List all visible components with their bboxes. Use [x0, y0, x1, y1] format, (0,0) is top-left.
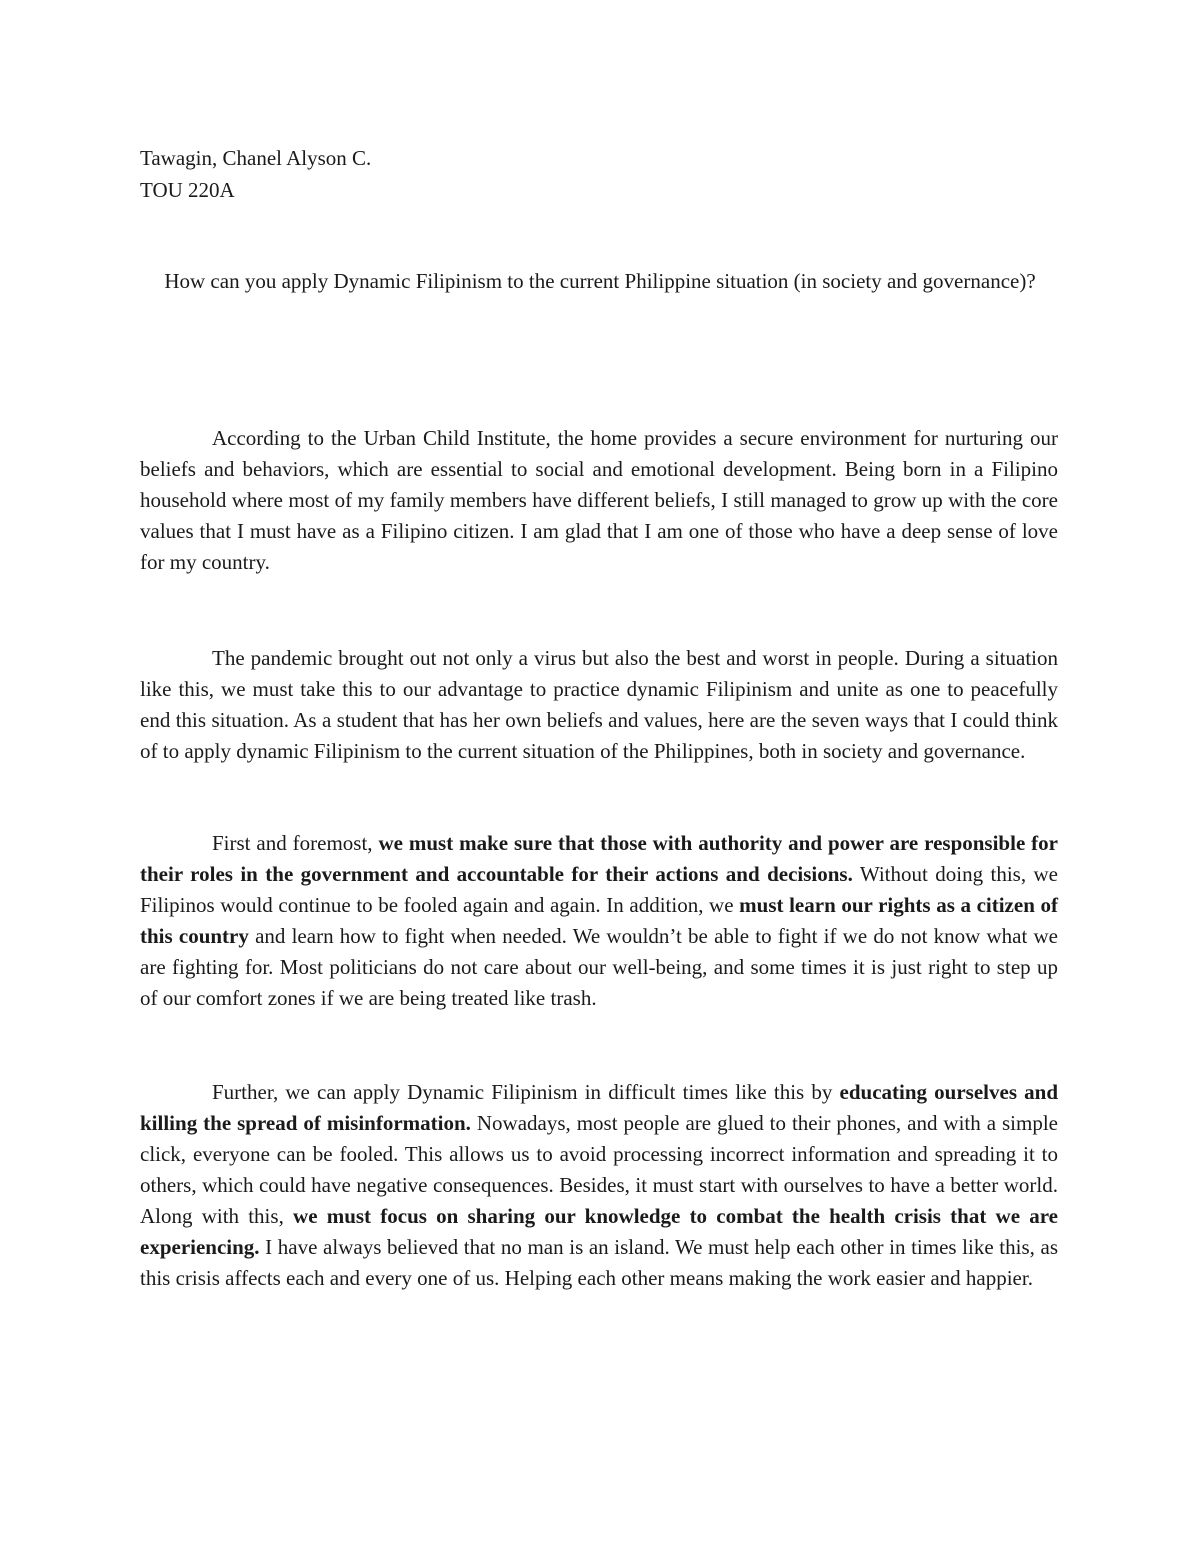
emphasized-text: we must make sure that those with authority and power are responsible for their roles in the government and accountable for their actions and decisions.	[140, 831, 1058, 886]
body-text: I have always believed that no man is an island. We must help each other in times like this, as this crisis affects each and every one of us. Helping each other means making the work easier and happier.	[140, 1235, 1058, 1290]
body-text: and learn how to fight when needed. We wouldn’t be able to fight if we do not know what we are fighting for. Most politicians do not care about our well-being, and some times it is just right to step up of our comfort zones if we are being treated like trash.	[140, 924, 1058, 1010]
paragraph-3	[140, 828, 1058, 1014]
student-name: Tawagin, Chanel Alyson C.	[140, 146, 372, 170]
paragraph-4	[140, 1077, 1058, 1294]
essay-question: How can you apply Dynamic Filipinism to the current Philippine situation (in society and governance)?	[164, 269, 1036, 293]
body-text: First and foremost,	[212, 831, 379, 855]
paragraph-1	[140, 423, 1058, 578]
emphasized-text: educating ourselves and killing the spread of misinformation.	[140, 1080, 1059, 1135]
course-code: TOU 220A	[140, 178, 235, 202]
body-text: Without doing this, we Filipinos would continue to be fooled again and again. In addition, we	[140, 862, 1058, 917]
paragraph-2	[140, 643, 1058, 767]
body-text: According to the Urban Child Institute, the home provides a secure environment for nurturing our beliefs and behaviors, which are essential to social and emotional development. Being born in a Filipino household where most of my family members have different beliefs, I still managed to grow up with the core values that I must have as a Filipino citizen. I am glad that I am one of those who have a deep sense of love for my country.	[140, 426, 1058, 574]
emphasized-text: we must focus on sharing our knowledge to combat the health crisis that we are experiencing.	[140, 1204, 1058, 1259]
body-text: The pandemic brought out not only a virus but also the best and worst in people. During a situation like this, we must take this to our advantage to practice dynamic Filipinism and unite as one to peacefully end this situation. As a student that has her own beliefs and values, here are the seven ways that I could think of to apply dynamic Filipinism to the current situation of the Philippines, both in society and governance.	[140, 646, 1058, 763]
emphasized-text: must learn our rights as a citizen of this country	[140, 893, 1058, 948]
body-text: Further, we can apply Dynamic Filipinism in difficult times like this by	[212, 1080, 840, 1104]
body-text: Nowadays, most people are glued to their phones, and with a simple click, everyone can be fooled. This allows us to avoid processing incorrect information and spreading it to others, which could have negative consequences. Besides, it must start with ourselves to have a better world. Along with this,	[140, 1111, 1058, 1228]
student-header	[140, 142, 371, 206]
